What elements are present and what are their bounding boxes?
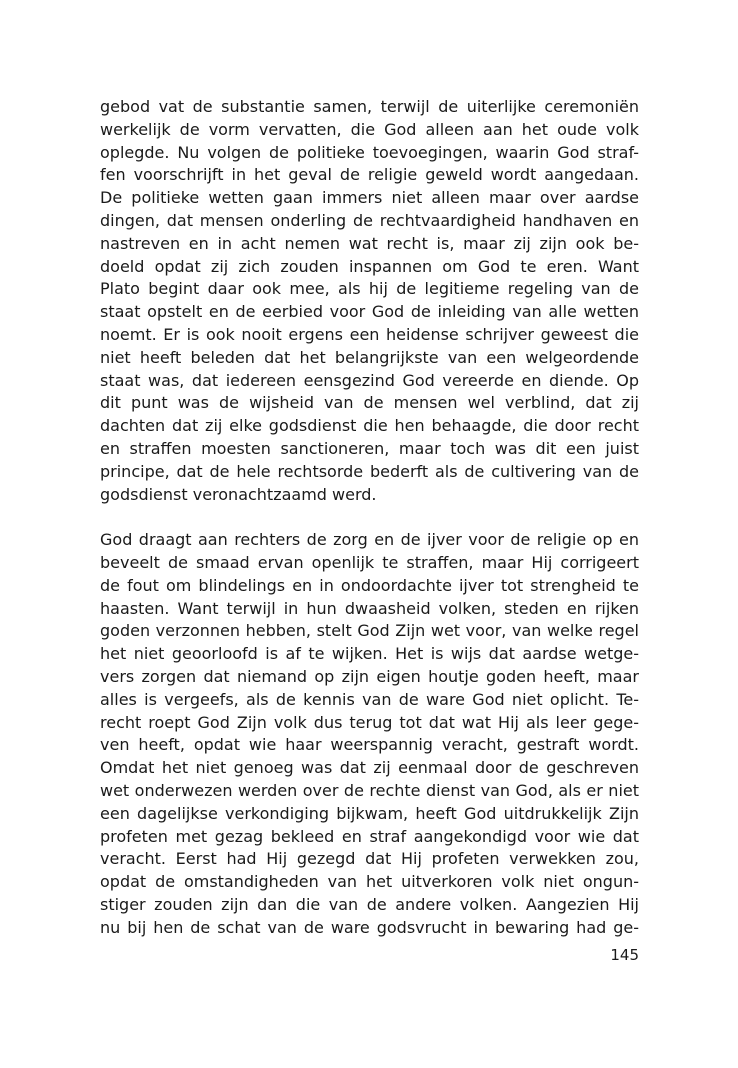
- text-line: Plato begint daar ook mee, als hij de legitieme regeling van de: [100, 279, 639, 299]
- text-line: staat opstelt en de eerbied voor God de inleiding van alle wetten: [100, 302, 639, 322]
- text-line: niet heeft beleden dat het belangrijkste van een welgeordende: [100, 347, 639, 367]
- text-line: nastreven en in acht nemen wat recht is, maar zij zijn ook be-: [100, 233, 639, 253]
- text-line: noemt. Er is ook nooit ergens een heidense schrijver geweest die: [100, 324, 639, 344]
- text-line: oplegde. Nu volgen de politieke toevoegingen, waarin God straf-: [100, 142, 639, 162]
- text-line: haasten. Want terwijl in hun dwaasheid volken, steden en rijken: [100, 598, 639, 618]
- text-line: wet onderwezen werden over de rechte dienst van God, als er niet: [100, 780, 639, 800]
- text-line: de fout om blindelings en in ondoordachte ijver tot strengheid te: [100, 575, 639, 595]
- text-line: staat was, dat iedereen eensgezind God vereerde en diende. Op: [100, 370, 639, 390]
- paragraph-2: [100, 529, 639, 939]
- text-line: stiger zouden zijn dan die van de andere volken. Aangezien Hij: [100, 894, 639, 914]
- text-line: opdat de omstandigheden van het uitverkoren volk niet ongun-: [100, 872, 639, 892]
- text-line: doeld opdat zij zich zouden inspannen om God te eren. Want: [100, 256, 639, 276]
- text-line: dit punt was de wijsheid van de mensen wel verblind, dat zij: [100, 393, 639, 413]
- text-line: alles is vergeefs, als de kennis van de ware God niet oplicht. Te-: [100, 689, 639, 709]
- text-line: nu bij hen de schat van de ware godsvrucht in bewaring had ge-: [100, 917, 639, 937]
- text-line: dachten dat zij elke godsdienst die hen behaagde, die door recht: [100, 416, 639, 436]
- text-line: een dagelijkse verkondiging bijkwam, heeft God uitdrukkelijk Zijn: [100, 803, 639, 823]
- text-line: het niet geoorloofd is af te wijken. Het is wijs dat aardse wetge-: [100, 644, 639, 664]
- text-line: principe, dat de hele rechtsorde bederft als de cultivering van de: [100, 461, 639, 481]
- text-line: God draagt aan rechters de zorg en de ijver voor de religie op en: [100, 530, 639, 550]
- text-line: en straffen moesten sanctioneren, maar toch was dit een juist: [100, 438, 639, 458]
- text-line: goden verzonnen hebben, stelt God Zijn wet voor, van welke regel: [100, 621, 639, 641]
- text-line: dingen, dat mensen onderling de rechtvaardigheid handhaven en: [100, 210, 639, 230]
- text-line: werkelijk de vorm vervatten, die God alleen aan het oude volk: [100, 119, 639, 139]
- text-line: De politieke wetten gaan immers niet alleen maar over aardse: [100, 188, 639, 208]
- text-line: godsdienst veronachtzaamd werd.: [100, 484, 377, 504]
- page-number: 145: [610, 946, 639, 964]
- text-line: beveelt de smaad ervan openlijk te straffen, maar Hij corrigeert: [100, 552, 639, 572]
- paragraph-spacer: [100, 506, 639, 529]
- text-line: veracht. Eerst had Hij gezegd dat Hij profeten verwekken zou,: [100, 849, 639, 869]
- text-line: gebod vat de substantie samen, terwijl de uiterlijke ceremoniën: [100, 97, 639, 116]
- text-line: vers zorgen dat niemand op zijn eigen houtje goden heeft, maar: [100, 666, 639, 686]
- text-line: ven heeft, opdat wie haar weerspannig veracht, gestraft wordt.: [100, 735, 639, 755]
- paragraph-1: [100, 96, 639, 506]
- text-line: profeten met gezag bekleed en straf aangekondigd voor wie dat: [100, 826, 639, 846]
- text-line: Omdat het niet genoeg was dat zij eenmaal door de geschreven: [100, 758, 639, 778]
- text-line: fen voorschrijft in het geval de religie geweld wordt aangedaan.: [100, 165, 639, 185]
- text-line: recht roept God Zijn volk dus terug tot dat wat Hij als leer gege-: [100, 712, 639, 732]
- page-body: [100, 96, 639, 939]
